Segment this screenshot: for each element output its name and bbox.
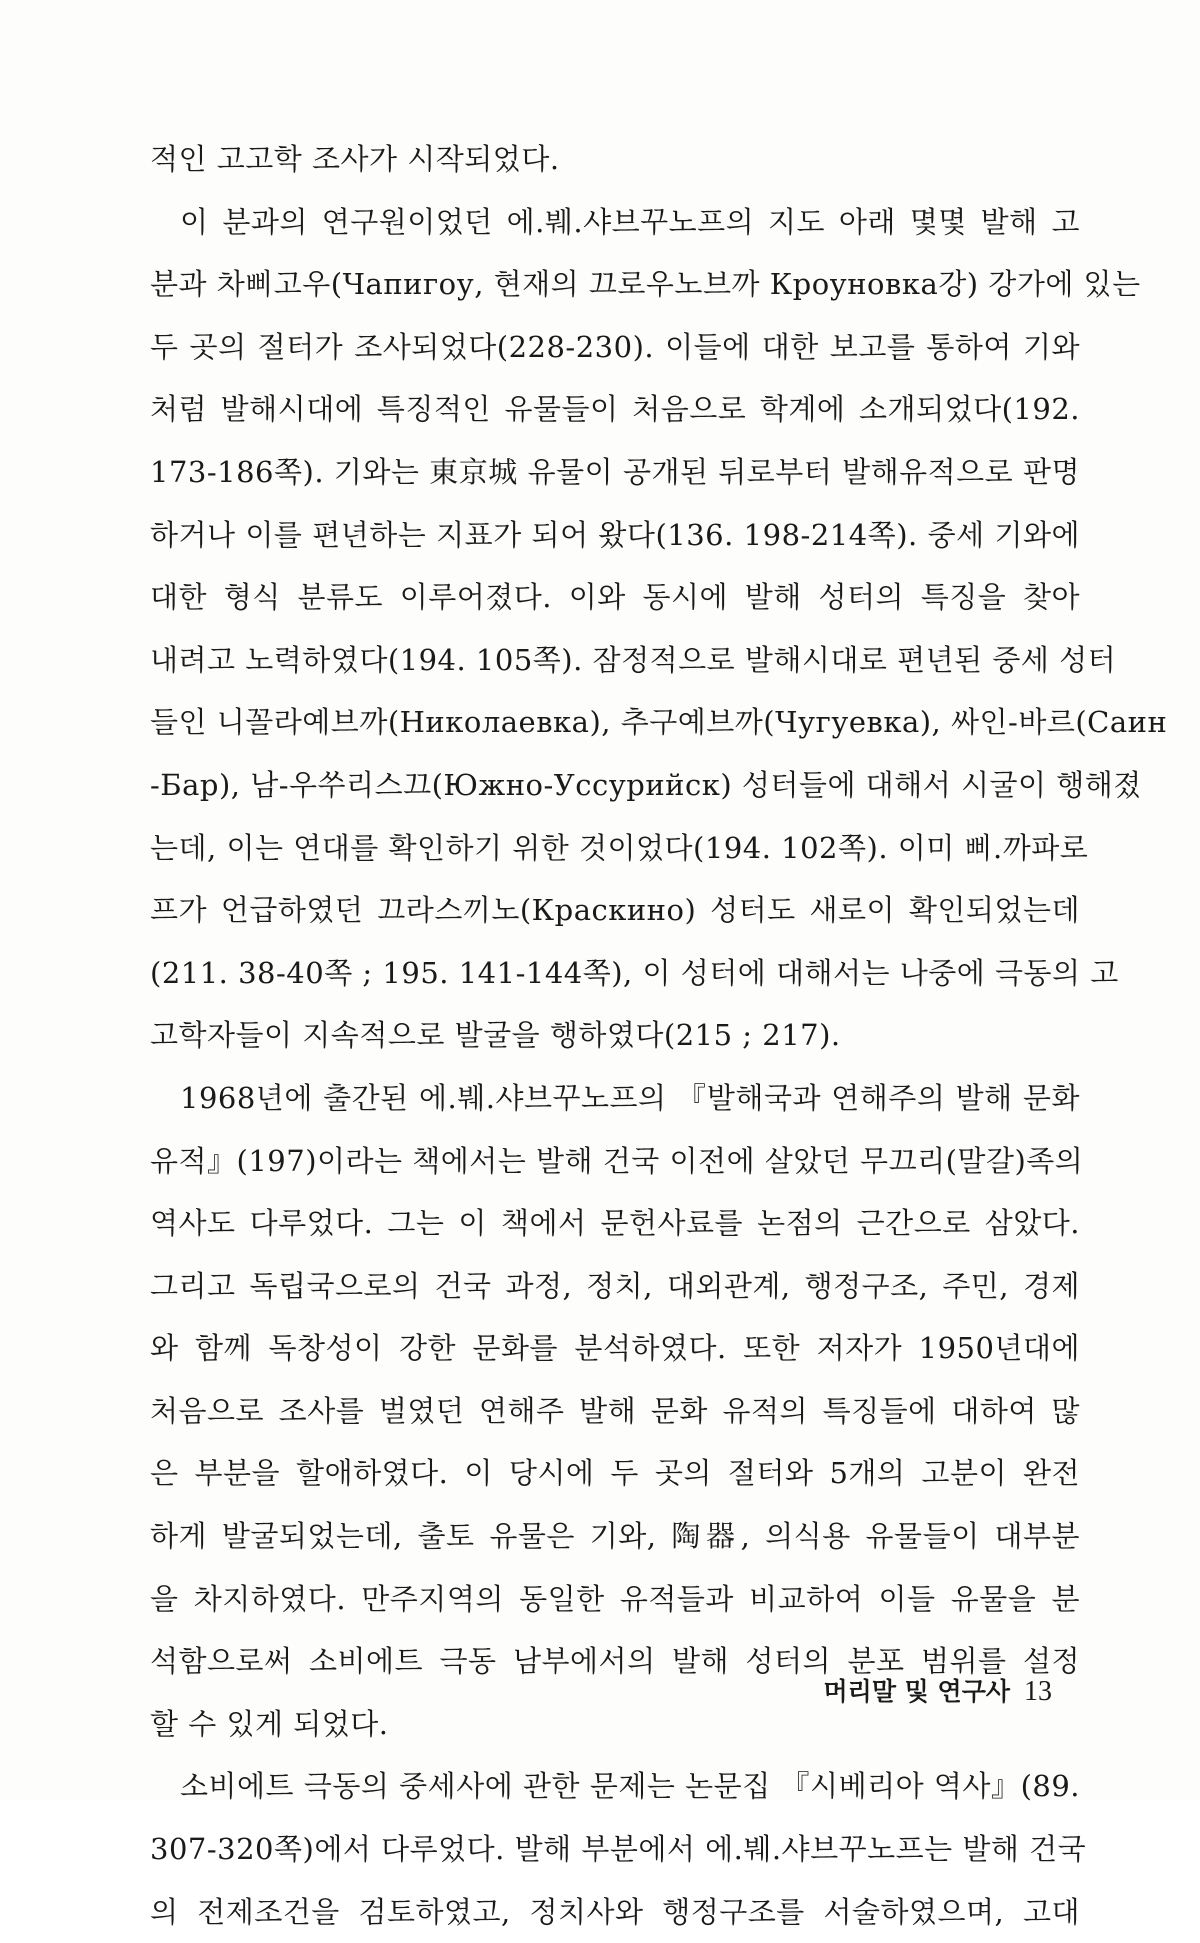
text-line: 내려고 노력하였다(194. 105쪽). 잠정적으로 발해시대로 편년된 중세 성터	[150, 642, 1117, 677]
text-line: 소비에트 극동의 중세사에 관한 문제는 논문집 『시베리아 역사』(89.	[180, 1769, 1080, 1804]
page-footer	[824, 1672, 1052, 1708]
text-line: 고학자들이 지속적으로 발굴을 행하였다(215 ; 217).	[150, 1018, 841, 1053]
text-line: 대한 형식 분류도 이루어졌다. 이와 동시에 발해 성터의 특징을 찾아	[150, 580, 1080, 615]
text-line: -Бар), 남-우쑤리스끄(Южно-Уссурийск) 성터들에 대해서 시굴이 행해졌	[150, 767, 1142, 802]
text-line: 처음으로 조사를 벌였던 연해주 발해 문화 유적의 특징들에 대하여 많	[150, 1393, 1080, 1428]
text-line: 하거나 이를 편년하는 지표가 되어 왔다(136. 198-214쪽). 중세 기와에	[150, 517, 1080, 552]
text-line: 그리고 독립국으로의 건국 과정, 정치, 대외관계, 행정구조, 주민, 경제	[150, 1268, 1080, 1303]
page-number: 13	[1024, 1676, 1052, 1707]
text-line: (211. 38-40쪽 ; 195. 141-144쪽), 이 성터에 대해서는 나중에 극동의 고	[150, 955, 1119, 990]
text-line: 173-186쪽). 기와는 東京城 유물이 공개된 뒤로부터 발해유적으로 판명	[150, 454, 1080, 489]
body-text	[150, 128, 1168, 1943]
text-line: 적인 고고학 조사가 시작되었다.	[150, 142, 560, 176]
text-line: 유적』(197)이라는 책에서는 발해 건국 이전에 살았던 무끄리(말갈)족의	[150, 1143, 1084, 1178]
text-line: 역사도 다루었다. 그는 이 책에서 문헌사료를 논점의 근간으로 삼았다.	[150, 1206, 1080, 1241]
text-line: 는데, 이는 연대를 확인하기 위한 것이었다(194. 102쪽). 이미 삐.까파로	[150, 830, 1089, 865]
text-line: 분과 차삐고우(Чапигоу, 현재의 끄로우노브까 Кроуновка강) 강가에 있는	[150, 267, 1141, 302]
text-line: 와 함께 독창성이 강한 문화를 분석하였다. 또한 저자가 1950년대에	[150, 1331, 1080, 1366]
running-title: 머리말 및 연구사	[823, 1677, 1010, 1706]
text-line: 할 수 있게 되었다.	[150, 1706, 389, 1741]
text-line: 들인 니꼴라예브까(Николаевка), 추구예브까(Чугуевка), 싸인-바르(Саин	[150, 705, 1168, 740]
text-line: 하게 발굴되었는데, 출토 유물은 기와, 陶器, 의식용 유물들이 대부분	[150, 1519, 1080, 1554]
text-line: 의 전제조건을 검토하였고, 정치사와 행정구조를 서술하였으며, 고대	[150, 1894, 1080, 1929]
text-line: 1968년에 출간된 에.붸.샤브꾸노프의 『발해국과 연해주의 발해 문화	[180, 1080, 1080, 1115]
text-line: 이 분과의 연구원이었던 에.붸.샤브꾸노프의 지도 아래 몇몇 발해 고	[180, 204, 1080, 239]
text-line: 은 부분을 할애하였다. 이 당시에 두 곳의 절터와 5개의 고분이 완전	[150, 1456, 1080, 1491]
text-line: 프가 언급하였던 끄라스끼노(Краскино) 성터도 새로이 확인되었는데	[150, 893, 1080, 928]
text-line: 을 차지하였다. 만주지역의 동일한 유적들과 비교하여 이들 유물을 분	[150, 1581, 1080, 1616]
text-line: 307-320쪽)에서 다루었다. 발해 부분에서 에.붸.샤브꾸노프는 발해 건국	[150, 1832, 1087, 1867]
text-line: 두 곳의 절터가 조사되었다(228-230). 이들에 대한 보고를 통하여 기와	[150, 329, 1080, 364]
text-line: 처럼 발해시대에 특징적인 유물들이 처음으로 학계에 소개되었다(192.	[150, 392, 1080, 427]
text-line: 석함으로써 소비에트 극동 남부에서의 발해 성터의 분포 범위를 설정	[150, 1644, 1080, 1679]
